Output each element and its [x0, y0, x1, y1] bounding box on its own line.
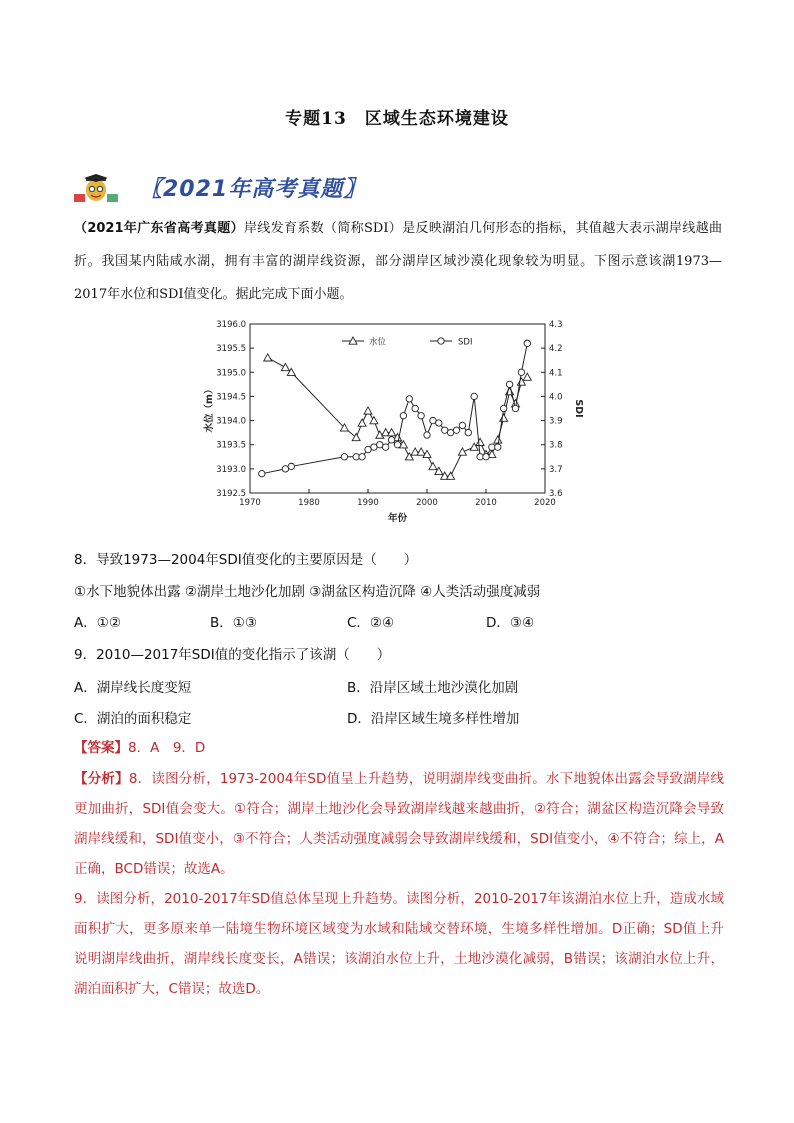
analysis-tag: 【分析】: [74, 771, 129, 787]
sdi-point: [477, 454, 483, 460]
question-9-option-c[interactable]: C．湖泊的面积稳定: [74, 711, 192, 727]
question-9-stem: 9．2010—2017年SDI值的变化指示了该湖（ ）: [74, 647, 391, 663]
question-8-option-a[interactable]: A．①②: [74, 615, 121, 631]
y-left-axis-label: 水位（m）: [204, 384, 215, 433]
sdi-point: [501, 405, 507, 411]
sdi-point: [471, 393, 477, 399]
water-level-point: [364, 407, 372, 414]
sdi-point: [489, 444, 495, 450]
y-left-tick-label: 3193.5: [216, 440, 246, 451]
sdi-point: [353, 454, 359, 460]
y-right-tick-label: 4.0: [549, 392, 563, 403]
y-left-tick-label: 3192.5: [216, 489, 246, 499]
sdi-point: [394, 442, 400, 448]
sdi-point: [512, 405, 518, 411]
sdi-point: [418, 413, 424, 419]
y-left-tick-label: 3196.0: [216, 320, 246, 330]
y-right-tick-label: 3.7: [549, 464, 563, 475]
sdi-point: [400, 413, 406, 419]
y-right-tick-label: 3.9: [549, 416, 563, 427]
x-tick-label: 2020: [534, 498, 556, 508]
question-8-stem: 8．导致1973—2004年SDI值变化的主要原因是（ ）: [74, 552, 418, 568]
y-right-tick-label: 4.3: [549, 320, 563, 330]
analysis-paragraph-9: 9．读图分析，2010-2017年SD值总体呈现上升趋势。读图分析，2010-2017年该湖泊水位上升，造成水域面积扩大，更多原来单一陆境生物环境区域变为水域和陆域交替环境，生境多样性增加。D正确；SD值上升说明湖岸线曲折，湖岸线长度变长，A错误；该湖泊水位上升，土地沙漠化减弱，B错误；该湖泊水位上升，湖泊面积扩大，C错误；故选D。: [74, 891, 724, 997]
sdi-point: [524, 340, 530, 346]
question-source: （2021年广东省高考真题）: [74, 221, 244, 236]
question-8-option-c[interactable]: C．②④: [347, 615, 395, 631]
question-9-option-a[interactable]: A．湖岸线长度变短: [74, 680, 192, 696]
sdi-point: [288, 463, 294, 469]
y-right-tick-label: 4.1: [549, 368, 563, 379]
y-right-tick-label: 3.6: [549, 489, 563, 499]
sdi-point: [424, 432, 430, 438]
y-left-tick-label: 3194.0: [216, 416, 246, 427]
sdi-point: [436, 420, 442, 426]
section-banner: 〖2021年高考真题〗: [140, 177, 367, 202]
sdi-point: [371, 444, 377, 450]
sdi-point: [465, 429, 471, 435]
sdi-point: [518, 369, 524, 375]
question-9-option-b[interactable]: B．沿岸区域土地沙漠化加剧: [347, 680, 519, 696]
question-9-option-d[interactable]: D．沿岸区域生境多样性增加: [347, 711, 520, 727]
sdi-point: [495, 444, 501, 450]
y-right-tick-label: 4.2: [549, 344, 563, 355]
y-left-tick-label: 3195.0: [216, 368, 246, 379]
question-8-option-b[interactable]: B．①③: [210, 615, 257, 631]
sdi-point: [453, 427, 459, 433]
sdi-point: [459, 422, 465, 428]
sdi-point: [412, 405, 418, 411]
legend-sdi-marker: [438, 338, 444, 344]
legend-water-level-label: 水位: [369, 337, 387, 348]
x-tick-label: 1970: [239, 498, 261, 508]
sdi-point: [388, 437, 394, 443]
x-tick-label: 1990: [357, 498, 379, 508]
water-level-point: [370, 417, 378, 424]
water-level-point: [458, 448, 466, 455]
water-level-point: [476, 438, 484, 445]
answer-line: [74, 736, 205, 756]
water-level-point: [429, 462, 437, 469]
x-tick-label: 1980: [298, 498, 320, 508]
answer-tag: 【答案】: [74, 740, 128, 756]
x-axis-label: 年份: [387, 513, 408, 524]
question-8-option-d[interactable]: D．③④: [486, 615, 535, 631]
sdi-point: [483, 454, 489, 460]
sdi-point: [341, 454, 347, 460]
analysis-block: [74, 764, 724, 1004]
legend-sdi-label: SDI: [458, 337, 473, 348]
answer-text: 8．A 9．D: [128, 740, 206, 756]
sdi-point: [442, 427, 448, 433]
sdi-point: [406, 396, 412, 402]
sdi-point: [383, 444, 389, 450]
y-left-tick-label: 3194.5: [216, 392, 246, 403]
sdi-point: [447, 429, 453, 435]
intro-paragraph: [74, 212, 722, 311]
y-right-tick-label: 3.8: [549, 440, 563, 451]
sdi-point: [359, 454, 365, 460]
y-left-tick-label: 3193.0: [216, 464, 246, 475]
water-level-point: [264, 354, 272, 361]
water-level-point: [281, 363, 289, 370]
analysis-paragraph-8: [74, 764, 724, 884]
page-title: 专题13 区域生态环境建设: [285, 109, 509, 129]
question-8-statements: ①水下地貌体出露 ②湖岸土地沙化加剧 ③湖盆区构造沉降 ④人类活动强度减弱: [74, 584, 541, 600]
x-tick-label: 2000: [416, 498, 438, 508]
water-level-point: [500, 414, 508, 421]
water-level-sdi-chart: [190, 312, 590, 530]
y-right-axis-label: SDI: [573, 399, 584, 418]
water-level-point: [358, 419, 366, 426]
sdi-point: [282, 466, 288, 472]
sdi-point: [430, 417, 436, 423]
water-level-point: [494, 436, 502, 443]
sdi-point: [377, 442, 383, 448]
intro-text: 岸线发育系数（简称SDI）是反映湖泊几何形态的指标，其值越大表示湖岸线越曲折。我国某内陆咸水湖，拥有丰富的湖岸线资源，部分湖岸区域沙漠化现象较为明显。下图示意该湖1973—2017年水位和SDI值变化。据此完成下面小题。: [74, 221, 722, 302]
sdi-point: [365, 446, 371, 452]
x-tick-label: 2010: [475, 498, 497, 508]
sdi-point: [259, 470, 265, 476]
analysis-text-8: 8．读图分析，1973-2004年SD值呈上升趋势，说明湖岸线变曲折。水下地貌体出露会导致湖岸线更加曲折，SDI值会变大。①符合；湖岸土地沙化会导致湖岸线越来越曲折，②符合；湖盆区构造沉降会导致湖岸线缓和，SDI值变小，③不符合；人类活动强度减弱会导致湖岸线缓和，SDI值变小，④不符合；综上，A正确，BCD错误；故选A。: [74, 771, 724, 877]
y-left-tick-label: 3195.5: [216, 344, 246, 355]
sdi-point: [506, 381, 512, 387]
teacher-mascot-icon: [74, 174, 118, 204]
